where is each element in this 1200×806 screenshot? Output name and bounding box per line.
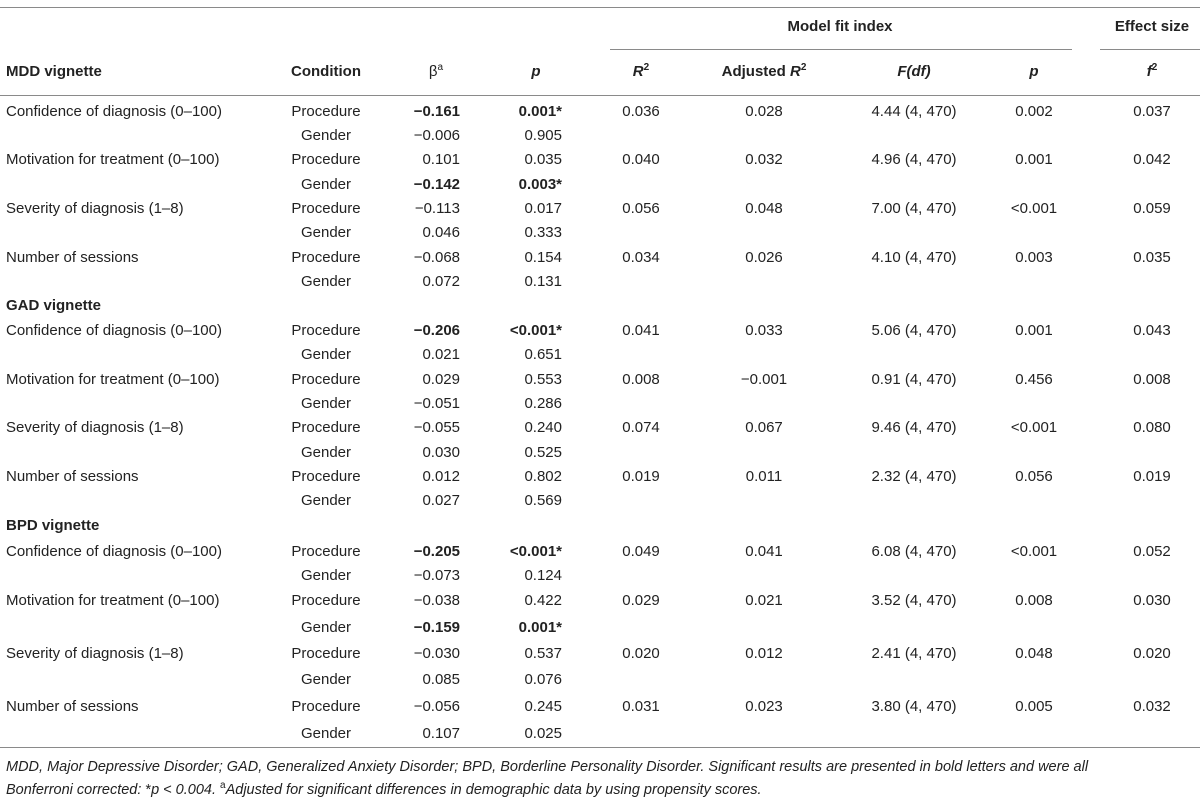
cell-p: 0.017 — [524, 200, 562, 217]
cell-condition: Gender — [300, 346, 352, 363]
cell-measure: Motivation for treatment (0–100) — [6, 371, 220, 388]
bottom-rule — [0, 747, 1200, 748]
cell-adj-r2: 0.067 — [745, 419, 783, 436]
cell-condition: Gender — [300, 176, 352, 193]
cell-adj-r2: 0.021 — [745, 592, 783, 609]
cell-p-model: 0.456 — [1015, 371, 1053, 388]
cell-beta: −0.161 — [413, 103, 460, 120]
cell-measure: Confidence of diagnosis (0–100) — [6, 322, 222, 339]
cell-p: 0.240 — [524, 419, 562, 436]
cell-beta: 0.072 — [422, 273, 460, 290]
cell-p-model: 0.001 — [1015, 151, 1053, 168]
cell-r2: 0.029 — [622, 592, 660, 609]
cell-p: 0.025 — [524, 725, 562, 742]
cell-p: 0.154 — [524, 249, 562, 266]
cell-adj-r2: 0.011 — [745, 468, 783, 485]
effect-size-rule — [1100, 49, 1200, 50]
cell-f-df: 7.00 (4, 470) — [871, 200, 957, 217]
cell-f2: 0.019 — [1133, 468, 1171, 485]
cell-beta: 0.085 — [422, 671, 460, 688]
cell-beta: 0.027 — [422, 492, 460, 509]
cell-condition: Procedure — [291, 249, 361, 266]
cell-adj-r2: 0.026 — [745, 249, 783, 266]
cell-p-model: 0.002 — [1015, 103, 1053, 120]
cell-f2: 0.080 — [1133, 419, 1171, 436]
cell-p: 0.802 — [524, 468, 562, 485]
cell-p: 0.651 — [524, 346, 562, 363]
cell-condition: Procedure — [291, 371, 361, 388]
section-title: BPD vignette — [6, 517, 100, 534]
cell-r2: 0.036 — [622, 103, 660, 120]
cell-condition: Gender — [300, 671, 352, 688]
cell-beta: −0.051 — [413, 395, 460, 412]
header-p-model: p — [1029, 63, 1039, 80]
cell-condition: Procedure — [291, 151, 361, 168]
cell-beta: −0.030 — [413, 645, 460, 662]
header-section-mdd: MDD vignette — [6, 63, 102, 80]
cell-beta: −0.056 — [413, 698, 460, 715]
cell-measure: Motivation for treatment (0–100) — [6, 151, 220, 168]
cell-f-df: 3.80 (4, 470) — [871, 698, 957, 715]
cell-measure: Severity of diagnosis (1–8) — [6, 419, 184, 436]
section-title: GAD vignette — [6, 297, 102, 314]
header-adjusted-r2: Adjusted $R^2$ — [721, 62, 807, 80]
cell-p-model: 0.005 — [1015, 698, 1053, 715]
cell-condition: Procedure — [291, 543, 361, 560]
header-rule — [0, 95, 1200, 96]
footnote-line-1: MDD, Major Depressive Disorder; GAD, Generalized Anxiety Disorder; BPD, Borderline Personality Disorder. Significant results are presented in bold letters and were all — [6, 759, 1089, 775]
cell-beta: −0.055 — [413, 419, 460, 436]
cell-beta: −0.038 — [413, 592, 460, 609]
cell-p: 0.131 — [524, 273, 562, 290]
cell-condition: Gender — [300, 619, 352, 636]
cell-p: 0.422 — [524, 592, 562, 609]
cell-f-df: 4.44 (4, 470) — [871, 103, 957, 120]
cell-f-df: 5.06 (4, 470) — [871, 322, 957, 339]
cell-beta: 0.046 — [422, 224, 460, 241]
cell-condition: Procedure — [291, 200, 361, 217]
cell-p: 0.003* — [518, 176, 562, 193]
cell-condition: Gender — [300, 725, 352, 742]
cell-condition: Procedure — [291, 698, 361, 715]
header-p: p — [531, 63, 541, 80]
cell-measure: Confidence of diagnosis (0–100) — [6, 543, 222, 560]
cell-f-df: 9.46 (4, 470) — [871, 419, 957, 436]
cell-condition: Gender — [300, 492, 352, 509]
cell-r2: 0.020 — [622, 645, 660, 662]
cell-measure: Severity of diagnosis (1–8) — [6, 645, 184, 662]
cell-r2: 0.040 — [622, 151, 660, 168]
cell-adj-r2: 0.033 — [745, 322, 783, 339]
cell-beta: −0.159 — [413, 619, 460, 636]
cell-condition: Procedure — [291, 419, 361, 436]
header-f2: $f^2$ — [1146, 62, 1158, 80]
cell-r2: 0.034 — [622, 249, 660, 266]
cell-p: <0.001* — [509, 543, 562, 560]
cell-measure: Motivation for treatment (0–100) — [6, 592, 220, 609]
cell-p-model: <0.001 — [1010, 419, 1058, 436]
cell-condition: Gender — [300, 224, 352, 241]
cell-condition: Procedure — [291, 645, 361, 662]
header-f-df: F(df) — [897, 63, 931, 80]
cell-f2: 0.043 — [1133, 322, 1171, 339]
cell-r2: 0.056 — [622, 200, 660, 217]
cell-f-df: 2.41 (4, 470) — [871, 645, 957, 662]
cell-p: 0.553 — [524, 371, 562, 388]
cell-f2: 0.037 — [1133, 103, 1171, 120]
cell-f-df: 2.32 (4, 470) — [871, 468, 957, 485]
cell-beta: 0.029 — [422, 371, 460, 388]
cell-beta: −0.006 — [413, 127, 460, 144]
cell-adj-r2: 0.048 — [745, 200, 783, 217]
table-footnote — [6, 756, 1196, 802]
cell-condition: Gender — [300, 444, 352, 461]
cell-beta: 0.101 — [422, 151, 460, 168]
cell-f2: 0.052 — [1133, 543, 1171, 560]
cell-condition: Procedure — [291, 592, 361, 609]
cell-adj-r2: 0.041 — [745, 543, 783, 560]
cell-p: 0.569 — [524, 492, 562, 509]
cell-f-df: 3.52 (4, 470) — [871, 592, 957, 609]
cell-beta: −0.205 — [413, 543, 460, 560]
cell-measure: Number of sessions — [6, 698, 139, 715]
cell-p: 0.001* — [518, 619, 562, 636]
cell-adj-r2: 0.032 — [745, 151, 783, 168]
cell-p-model: <0.001 — [1010, 200, 1058, 217]
footnote-line-2: Bonferroni corrected: *p < 0.004. $^a$Adjusted for significant differences in demographic data by using propensity scores. — [6, 780, 762, 798]
cell-measure: Confidence of diagnosis (0–100) — [6, 103, 222, 120]
cell-p-model: 0.001 — [1015, 322, 1053, 339]
cell-measure: Number of sessions — [6, 249, 139, 266]
cell-condition: Procedure — [291, 322, 361, 339]
cell-beta: 0.107 — [422, 725, 460, 742]
top-rule — [0, 7, 1200, 8]
cell-measure: Number of sessions — [6, 468, 139, 485]
cell-condition: Gender — [300, 395, 352, 412]
cell-p: 0.035 — [524, 151, 562, 168]
cell-f2: 0.042 — [1133, 151, 1171, 168]
cell-p: 0.905 — [524, 127, 562, 144]
cell-beta: −0.113 — [414, 200, 460, 217]
header-r2: $R^2$ — [632, 62, 650, 80]
cell-beta: −0.073 — [413, 567, 460, 584]
cell-r2: 0.041 — [622, 322, 660, 339]
cell-p: 0.333 — [524, 224, 562, 241]
cell-beta: −0.206 — [413, 322, 460, 339]
cell-r2: 0.049 — [622, 543, 660, 560]
cell-f-df: 0.91 (4, 470) — [871, 371, 957, 388]
cell-p: 0.124 — [524, 567, 562, 584]
cell-adj-r2: 0.012 — [745, 645, 783, 662]
cell-p: 0.537 — [524, 645, 562, 662]
cell-f2: 0.008 — [1133, 371, 1171, 388]
cell-condition: Gender — [300, 127, 352, 144]
cell-p: 0.525 — [524, 444, 562, 461]
cell-f-df: 4.10 (4, 470) — [871, 249, 957, 266]
cell-p-model: <0.001 — [1010, 543, 1058, 560]
cell-condition: Gender — [300, 567, 352, 584]
header-beta: $\beta^a$ — [428, 62, 444, 80]
cell-measure: Severity of diagnosis (1–8) — [6, 200, 184, 217]
cell-p: <0.001* — [509, 322, 562, 339]
cell-f-df: 6.08 (4, 470) — [871, 543, 957, 560]
cell-p-model: 0.008 — [1015, 592, 1053, 609]
cell-r2: 0.008 — [622, 371, 660, 388]
group-header-effect-size: Effect size — [1114, 18, 1190, 35]
cell-adj-r2: −0.001 — [740, 371, 788, 388]
cell-beta: 0.021 — [422, 346, 460, 363]
cell-condition: Procedure — [291, 103, 361, 120]
cell-p: 0.001* — [518, 103, 562, 120]
cell-f2: 0.035 — [1133, 249, 1171, 266]
model-fit-rule — [610, 49, 1072, 50]
cell-beta: −0.068 — [413, 249, 460, 266]
cell-p-model: 0.048 — [1015, 645, 1053, 662]
cell-f2: 0.059 — [1133, 200, 1171, 217]
cell-f2: 0.020 — [1133, 645, 1171, 662]
cell-f-df: 4.96 (4, 470) — [871, 151, 957, 168]
cell-beta: 0.030 — [422, 444, 460, 461]
cell-beta: 0.012 — [422, 468, 460, 485]
cell-p: 0.286 — [524, 395, 562, 412]
group-header-model-fit: Model fit index — [787, 18, 893, 35]
cell-p: 0.245 — [524, 698, 562, 715]
cell-condition: Procedure — [291, 468, 361, 485]
cell-beta: −0.142 — [413, 176, 460, 193]
cell-condition: Gender — [300, 273, 352, 290]
cell-f2: 0.030 — [1133, 592, 1171, 609]
cell-p: 0.076 — [524, 671, 562, 688]
cell-adj-r2: 0.028 — [745, 103, 783, 120]
cell-p-model: 0.003 — [1015, 249, 1053, 266]
cell-r2: 0.074 — [622, 419, 660, 436]
cell-f2: 0.032 — [1133, 698, 1171, 715]
cell-adj-r2: 0.023 — [745, 698, 783, 715]
cell-r2: 0.031 — [622, 698, 660, 715]
cell-r2: 0.019 — [622, 468, 660, 485]
cell-p-model: 0.056 — [1015, 468, 1053, 485]
header-condition: Condition — [291, 63, 361, 80]
